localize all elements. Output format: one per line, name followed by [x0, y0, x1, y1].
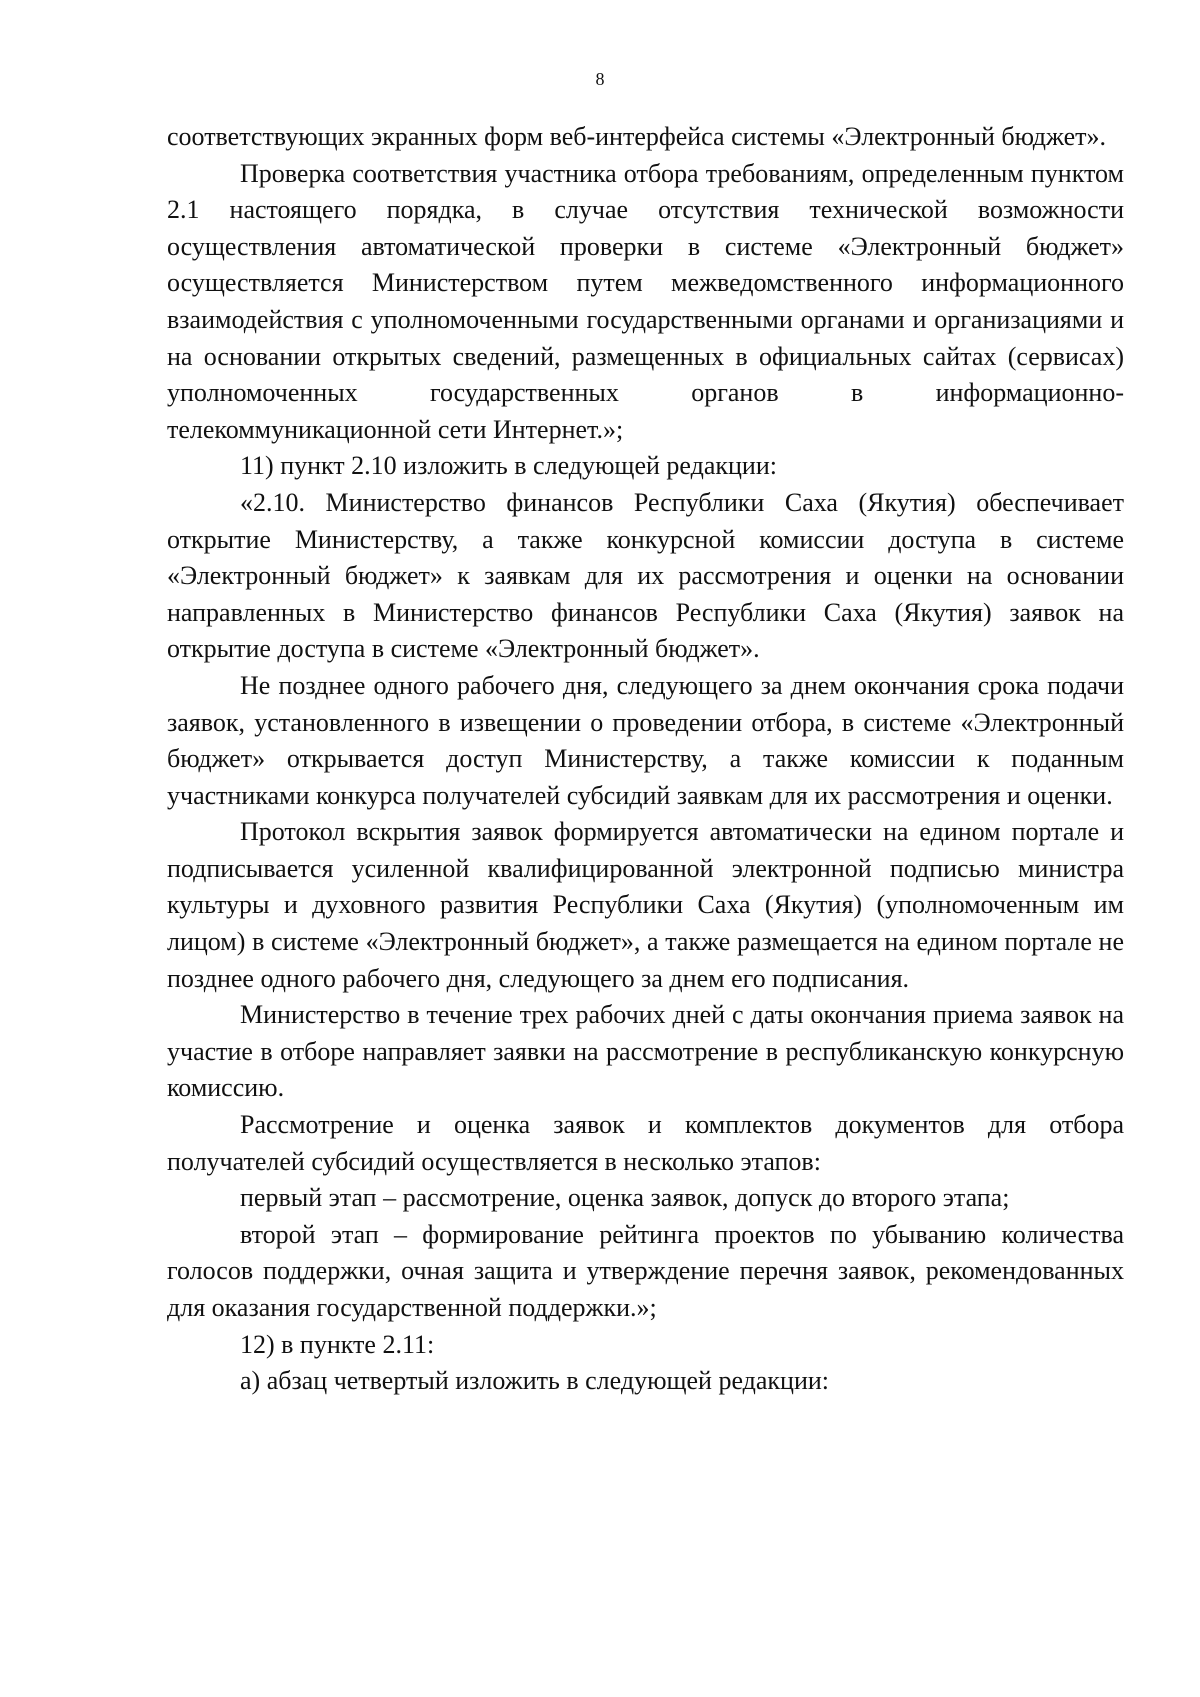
paragraph: Проверка соответствия участника отбора требованиям, определенным пунктом 2.1 настоящего порядка, в случае отсутствия технической возможности осуществления автоматической проверки в системе «Электронный бюджет» осуществляется Министерством путем межведомственного информационного взаимодействия с уполномоченными государственными органами и организациями и на основании открытых сведений, размещенных в официальных сайтах (сервисах) уполномоченных государственных органов в информационно-телекоммуникационной сети Интернет.»;: [167, 158, 1124, 444]
paragraph: 11) пункт 2.10 изложить в следующей редакции:: [240, 451, 777, 481]
paragraph: а) абзац четвертый изложить в следующей редакции:: [240, 1366, 830, 1396]
paragraph: Министерство в течение трех рабочих дней с даты окончания приема заявок на участие в отборе направляет заявки на рассмотрение в республиканскую конкурсную комиссию.: [167, 1000, 1124, 1103]
paragraph: Рассмотрение и оценка заявок и комплектов документов для отбора получателей субсидий осуществляется в несколько этапов:: [167, 1110, 1124, 1176]
page-number: 8: [595, 69, 605, 89]
paragraph: соответствующих экранных форм веб-интерфейса системы «Электронный бюджет».: [167, 122, 1106, 151]
document-body: [167, 119, 1124, 1400]
paragraph: Не позднее одного рабочего дня, следующего за днем окончания срока подачи заявок, установленного в извещении о проведении отбора, в системе «Электронный бюджет» открывается доступ Министерству, а также комиссии к поданным участниками конкурса получателей субсидий заявкам для их рассмотрения и оценки.: [167, 670, 1124, 810]
paragraph: второй этап – формирование рейтинга проектов по убыванию количества голосов поддержки, очная защита и утверждение перечня заявок, рекомендованных для оказания государственной поддержки.»;: [167, 1219, 1124, 1322]
paragraph: 12) в пункте 2.11:: [240, 1329, 435, 1359]
paragraph: «2.10. Министерство финансов Республики Саха (Якутия) обеспечивает открытие Министерству, а также конкурсной комиссии доступа в системе «Электронный бюджет» к заявкам для их рассмотрения и оценки на основании направленных в Министерство финансов Республики Саха (Якутия) заявок на открытие доступа в системе «Электронный бюджет».: [167, 487, 1124, 664]
paragraph: Протокол вскрытия заявок формируется автоматически на едином портале и подписывается усиленной квалифицированной электронной подписью министра культуры и духовного развития Республики Саха (Якутия) (уполномоченным им лицом) в системе «Электронный бюджет», а также размещается на едином портале не позднее одного рабочего дня, следующего за днем его подписания.: [167, 817, 1124, 993]
paragraph: первый этап – рассмотрение, оценка заявок, допуск до второго этапа;: [240, 1183, 1010, 1213]
